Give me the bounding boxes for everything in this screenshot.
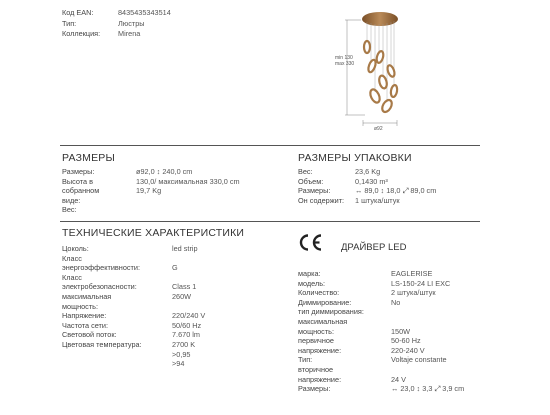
tech-value: 7.670 lm: [172, 330, 200, 340]
diameter-label: ø92: [374, 126, 383, 132]
sizes-label: виде:: [62, 195, 81, 205]
driver-value: 24 V: [391, 374, 407, 384]
tech-value: 2700 K: [172, 339, 196, 349]
tech-label: [62, 350, 172, 360]
packaging-value: 23,6 Kg: [355, 167, 381, 176]
tech-list: [62, 244, 205, 369]
packaging-row: [298, 167, 436, 177]
tech-value: led strip: [172, 244, 198, 253]
tech-value: 50/60 Hz: [172, 320, 202, 330]
info-label: Тип:: [62, 18, 77, 28]
sizes-row: [62, 186, 240, 196]
info-value: Люстры: [118, 18, 145, 28]
max-height-label: max 330: [335, 61, 355, 67]
driver-label: первичное: [298, 336, 334, 346]
driver-label: напряжение:: [298, 374, 342, 384]
driver-label: максимальная: [298, 316, 348, 326]
tech-row: [62, 273, 205, 283]
driver-value: 150W: [391, 326, 411, 336]
tech-label: Класс: [62, 253, 82, 263]
product-info: [62, 8, 171, 40]
tech-label: энергоэффективности:: [62, 263, 140, 273]
packaging-label: Вес:: [298, 167, 313, 176]
driver-value: ↔ 23,0 ↕ 3,3 ⤢ 3,9 cm: [391, 384, 465, 394]
sizes-label: Размеры:: [62, 167, 95, 176]
driver-list: [298, 269, 464, 394]
driver-row: [298, 384, 464, 394]
chandelier-drawing: [325, 2, 425, 137]
driver-row: [298, 327, 464, 337]
sizes-title: РАЗМЕРЫ: [62, 152, 115, 164]
info-row: [62, 19, 171, 30]
tech-row: [62, 359, 205, 369]
driver-label: мощность:: [298, 326, 334, 336]
sizes-list: [62, 167, 240, 215]
driver-row: [298, 288, 464, 298]
packaging-value: 0,1430 m³: [355, 176, 388, 186]
driver-row: [298, 346, 464, 356]
driver-row: [298, 298, 464, 308]
tech-value: 220/240 V: [172, 311, 206, 321]
section-divider: [60, 221, 480, 222]
packaging-row: [298, 177, 436, 187]
driver-value: 2 штука/штук: [391, 288, 436, 298]
driver-row: [298, 307, 464, 317]
info-row: [62, 29, 171, 40]
info-label: Код EAN:: [62, 8, 94, 17]
driver-value: 50-60 Hz: [391, 336, 421, 346]
driver-row: [298, 279, 464, 289]
driver-label: тип диммирования:: [298, 307, 364, 317]
sizes-label: Вес:: [62, 205, 77, 215]
tech-value: Class 1: [172, 282, 197, 292]
packaging-value: 1 штука/штук: [355, 195, 400, 205]
tech-row: [62, 330, 205, 340]
tech-row: [62, 311, 205, 321]
packaging-label: Объем:: [298, 176, 324, 186]
tech-value: >0,95: [172, 349, 191, 359]
driver-row: [298, 336, 464, 346]
sizes-value: 130,0/ максимальная 330,0 cm: [136, 176, 240, 186]
tech-row: [62, 350, 205, 360]
driver-row: [298, 269, 464, 279]
packaging-title: РАЗМЕРЫ УПАКОВКИ: [298, 152, 412, 164]
packaging-row: [298, 196, 436, 206]
info-label: Коллекция:: [62, 29, 101, 38]
tech-label: Напряжение:: [62, 311, 107, 321]
tech-row: [62, 254, 205, 264]
tech-label: [62, 359, 172, 369]
sizes-row: [62, 177, 240, 187]
driver-label: Количество:: [298, 288, 340, 298]
tech-row: [62, 302, 205, 312]
tech-label: Класс: [62, 272, 82, 282]
section-divider: [60, 145, 480, 146]
tech-value: 260W: [172, 291, 192, 301]
tech-label: максимальная: [62, 291, 112, 301]
driver-value: LS-150-24 LI EXC: [391, 278, 451, 288]
info-value: Mirena: [118, 29, 141, 38]
tech-label: Цветовая температура:: [62, 339, 142, 349]
product-drawing: [325, 2, 425, 137]
packaging-row: [298, 186, 436, 196]
sizes-label: Высота в: [62, 176, 93, 186]
driver-label: модель:: [298, 278, 326, 288]
driver-row: [298, 365, 464, 375]
driver-label: Диммирование:: [298, 297, 352, 307]
tech-value: >94: [172, 359, 185, 369]
tech-row: [62, 321, 205, 331]
driver-label: Тип:: [298, 355, 313, 365]
tech-label: электробезопасности:: [62, 282, 137, 292]
packaging-value: ↔ 89,0 ↕ 18,0 ⤢ 89,0 cm: [355, 186, 437, 196]
canopy: [362, 12, 398, 26]
sizes-value: 19,7 Kg: [136, 186, 162, 196]
driver-row: [298, 317, 464, 327]
driver-label: вторичное: [298, 364, 334, 374]
driver-label: марка:: [298, 269, 321, 278]
driver-row: [298, 355, 464, 365]
tech-row: [62, 263, 205, 273]
sizes-value: ø92,0 ↕ 240,0 cm: [136, 167, 193, 176]
tech-label: мощность:: [62, 301, 98, 311]
tech-value: G: [172, 263, 178, 273]
driver-row: [298, 375, 464, 385]
tech-row: [62, 340, 205, 350]
tech-row: [62, 244, 205, 254]
ce-mark-svg: [297, 233, 323, 252]
info-row: [62, 8, 171, 19]
ce-mark-icon: [297, 233, 323, 257]
tech-row: [62, 282, 205, 292]
driver-value: 220-240 V: [391, 345, 425, 355]
packaging-label: Размеры:: [298, 186, 331, 196]
packaging-list: [298, 167, 436, 205]
driver-value: EAGLERISE: [391, 269, 433, 278]
tech-title: ТЕХНИЧЕСКИЕ ХАРАКТЕРИСТИКИ: [62, 227, 245, 239]
driver-label: Размеры:: [298, 384, 331, 394]
packaging-label: Он содержит:: [298, 195, 345, 205]
sizes-row: [62, 196, 240, 206]
sizes-row: [62, 167, 240, 177]
sizes-row: [62, 205, 240, 215]
info-value: 8435435343514: [118, 8, 171, 17]
driver-value: No: [391, 297, 401, 307]
tech-label: Цоколь:: [62, 244, 89, 253]
driver-value: Voltaje constante: [391, 355, 447, 365]
tech-row: [62, 292, 205, 302]
driver-label: напряжение:: [298, 345, 342, 355]
min-height-label: min 130: [335, 55, 353, 61]
tech-label: Частота сети:: [62, 320, 108, 330]
sizes-label: собранном: [62, 186, 100, 196]
driver-title: ДРАЙВЕР LED: [341, 242, 407, 253]
tech-label: Световой поток:: [62, 330, 117, 340]
